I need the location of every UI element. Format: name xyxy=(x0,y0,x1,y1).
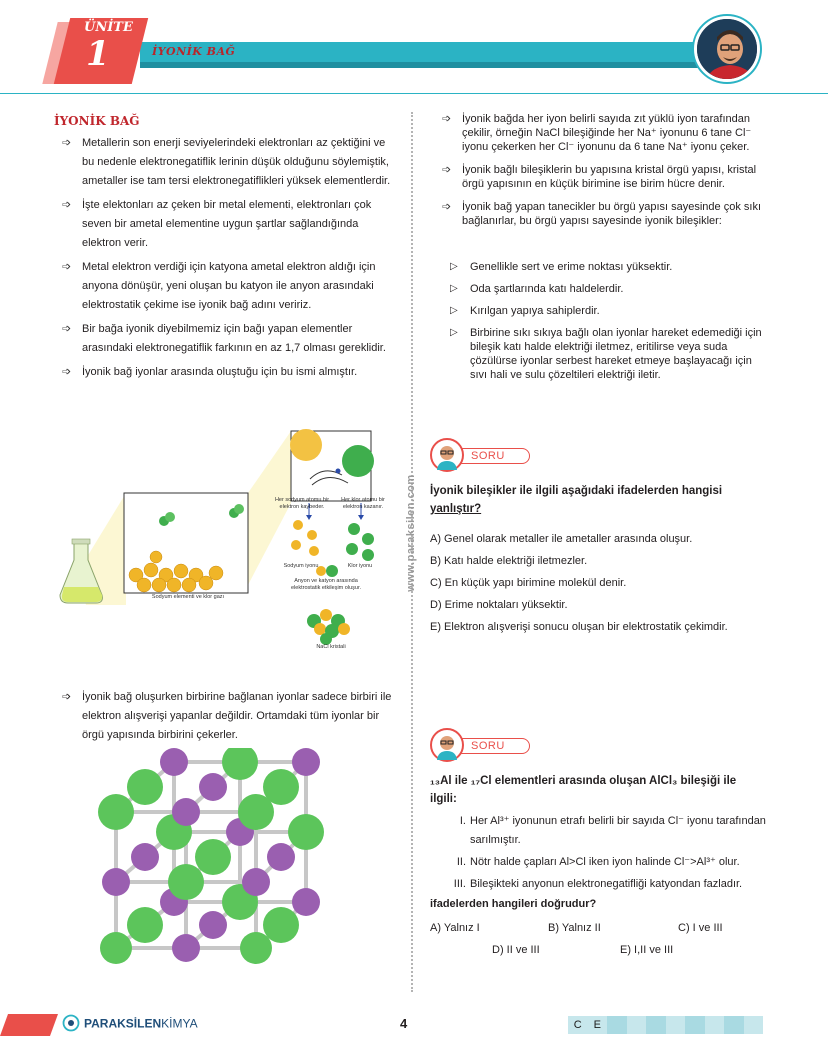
list-item: ➩ İyonik bağ yapan tanecikler bu örgü yapısı sayesinde çok sıkı bağlanırlar, bu örgü yapısı sayesinde iyonik bileşikler: xyxy=(442,201,762,227)
question1-options xyxy=(430,528,728,638)
question2-stem: ₁₃Al ile ₁₇Cl elementleri arasında oluşan AlCl₃ bileşiği ile ilgili: xyxy=(430,775,737,805)
section-title: İYONİK BAĞ xyxy=(54,114,140,128)
hand-arrow-icon: ➩ xyxy=(62,323,72,335)
option-e[interactable]: E) Elektron alışverişi sonucu oluşan bir elektrostatik çekimdir. xyxy=(430,621,728,633)
option-a[interactable]: A) Genel olarak metaller ile ametaller arasında oluşur. xyxy=(430,533,693,545)
strip-cell xyxy=(627,1016,647,1034)
option-b[interactable]: B) Katı halde elektriği iletmezler. xyxy=(430,555,588,567)
answer-c[interactable]: C) I ve III xyxy=(678,922,723,934)
strip-cell xyxy=(607,1016,627,1034)
list-item: ➩ İşte elektonları az çeken bir metal elementi, elektronları çok seven bir ametal elementine uygun şartlar sağlandığında elektron verir. xyxy=(54,196,394,253)
unit-number: 1 xyxy=(86,34,110,74)
list-item: ➩ Metallerin son enerji seviyelerindeki elektronları az çektiğini ve bu nedenle elektronegatiflik lerinin düşük olduğunu söylemiştik, ametaller ise tam tersi elektronegatiflikleri yüksek elementlerdir. xyxy=(54,134,394,191)
answer-e[interactable]: E) I,II ve III xyxy=(620,944,674,956)
strip-cell xyxy=(724,1016,744,1034)
list-item: ➩ İyonik bağ oluşurken birbirine bağlanan iyonlar sadece birbiri ile elektron alışverişi yapanlar değildir. Ortamdaki tüm iyonlar bir örgü yapısında birbirini çekerler. xyxy=(54,688,394,745)
label-na-ion: Sodyum iyonu xyxy=(283,563,319,569)
watermark: www.paraksilen.com xyxy=(405,474,417,592)
question2-ask: ifadelerden hangileri doğrudur? xyxy=(430,898,597,910)
nacl-lattice-illustration xyxy=(96,748,336,966)
hand-arrow-icon: ➩ xyxy=(442,164,452,176)
list-item: ▷ Genellikle sert ve erime noktası yüksektir. xyxy=(450,261,673,273)
statement-item: I. Her Al³⁺ iyonunun etrafı belirli bir sayıda Cl⁻ iyonu tarafından sarılmıştır. xyxy=(459,815,766,846)
question2-statements xyxy=(448,812,778,897)
hand-arrow-icon: ➩ xyxy=(442,113,452,125)
strip-cell: C xyxy=(568,1016,588,1034)
triangle-icon: ▷ xyxy=(450,305,458,316)
footer-brand: PARAKSİLENKİMYA xyxy=(62,1014,198,1035)
label-cl-gains: Her klor atomu bir elektron kazanır. xyxy=(341,497,385,510)
header-topic: İYONİK BAĞ xyxy=(152,45,236,58)
nacl-formation-illustration xyxy=(56,425,386,655)
footer-strip xyxy=(568,1016,763,1034)
label-cl-ion: Klor iyonu xyxy=(347,563,373,569)
question-badge: SORU xyxy=(430,728,530,758)
list-item: ▷ Birbirine sıkı sıkıya bağlı olan iyonlar hareket edemediği için bileşik katı halde elektriği iletmez, eritilirse veya suda çözülürse iyonlar serbest hareket etmeye başlayacağı için sıvı hali ve sulu çözeltileri elektriği iletir. xyxy=(450,327,762,381)
strip-cell xyxy=(666,1016,686,1034)
option-d[interactable]: D) Erime noktaları yüksektir. xyxy=(430,599,568,611)
strip-cell xyxy=(646,1016,666,1034)
brand-logo-icon xyxy=(62,1014,80,1035)
label-crystal: NaCl kristali xyxy=(316,644,346,650)
answer-b[interactable]: B) Yalnız II xyxy=(548,922,601,934)
header-bar-shadow xyxy=(140,62,740,68)
question1-stem: İyonik bileşikler ile ilgili aşağıdaki ifadelerden hangisi yanlıştır? xyxy=(430,485,723,515)
left-bullet-list xyxy=(54,134,394,387)
answer-a[interactable]: A) Yalnız I xyxy=(430,922,480,934)
hand-arrow-icon: ➩ xyxy=(62,261,72,273)
statement-item: III. Bileşikteki anyonun elektronegatifliği katyondan fazladır. xyxy=(453,878,743,890)
strip-cell xyxy=(744,1016,764,1034)
author-avatar xyxy=(694,16,760,82)
strip-cell xyxy=(685,1016,705,1034)
option-c[interactable]: C) En küçük yapı birimine molekül denir. xyxy=(430,577,627,589)
label-attraction: Anyon ve katyon arasında elektrostatik etkileşim oluşur. xyxy=(291,578,361,591)
triangle-icon: ▷ xyxy=(450,283,458,294)
statement-item: II. Nötr halde çapları Al>Cl iken iyon halinde Cl⁻>Al³⁺ olur. xyxy=(456,856,740,868)
hand-arrow-icon: ➩ xyxy=(442,201,452,213)
teacher-face-icon xyxy=(430,438,464,472)
list-item: ➩ Metal elektron verdiği için katyona ametal elektron aldığı için anyona dönüşür, yeni oluşan bu katyon ile anyon arasındaki elektrostatik çekime ise iyonik bağ adını veririz. xyxy=(54,258,394,315)
hand-arrow-icon: ➩ xyxy=(62,137,72,149)
page-number: 4 xyxy=(400,1016,408,1031)
label-na-loses: Her sodyum atomu bir elektron kaybeder. xyxy=(274,497,330,510)
list-item: ▷ Oda şartlarında katı haldelerdir. xyxy=(450,283,624,295)
hand-arrow-icon: ➩ xyxy=(62,199,72,211)
list-item: ➩ İyonik bağlı bileşiklerin bu yapısına kristal örgü yapısı, kristal örgü yapısının en küçük birimine ise birim hücre denir. xyxy=(442,164,757,190)
teacher-face-icon xyxy=(430,728,464,762)
strip-cell xyxy=(705,1016,725,1034)
label-sodium-chlorine: Sodyum elementi ve klor gazı xyxy=(151,594,225,600)
footer-accent xyxy=(0,1014,58,1036)
list-item: ➩ Bir bağa iyonik diyebilmemiz için bağı yapan elementler arasındaki elektronegatiflik farkının en az 1,7 olması gereklidir. xyxy=(54,320,394,358)
question-badge: SORU xyxy=(430,438,530,468)
hand-arrow-icon: ➩ xyxy=(62,691,72,703)
properties-list xyxy=(450,260,768,390)
strip-cell: E xyxy=(588,1016,608,1034)
triangle-icon: ▷ xyxy=(450,327,458,338)
right-bullet-list xyxy=(434,112,764,237)
list-item: ➩ İyonik bağ iyonlar arasında oluştuğu için bu ismi almıştır. xyxy=(54,363,394,382)
unit-word: ÜNİTE xyxy=(84,20,133,35)
hand-arrow-icon: ➩ xyxy=(62,366,72,378)
lattice-bullet xyxy=(54,688,394,745)
header-rule xyxy=(0,93,828,94)
list-item: ▷ Kırılgan yapıya sahiplerdir. xyxy=(450,305,600,317)
answer-d[interactable]: D) II ve III xyxy=(492,944,540,956)
list-item: ➩ İyonik bağda her iyon belirli sayıda zıt yüklü iyon tarafından çekilir, örneğin NaCl bileşiğinde her Na⁺ iyonunu 6 tane Cl⁻ iyonu çekerken her Cl⁻ iyonunu da 6 tane Na⁺ iyonu çeker. xyxy=(442,113,752,153)
triangle-icon: ▷ xyxy=(450,261,458,272)
